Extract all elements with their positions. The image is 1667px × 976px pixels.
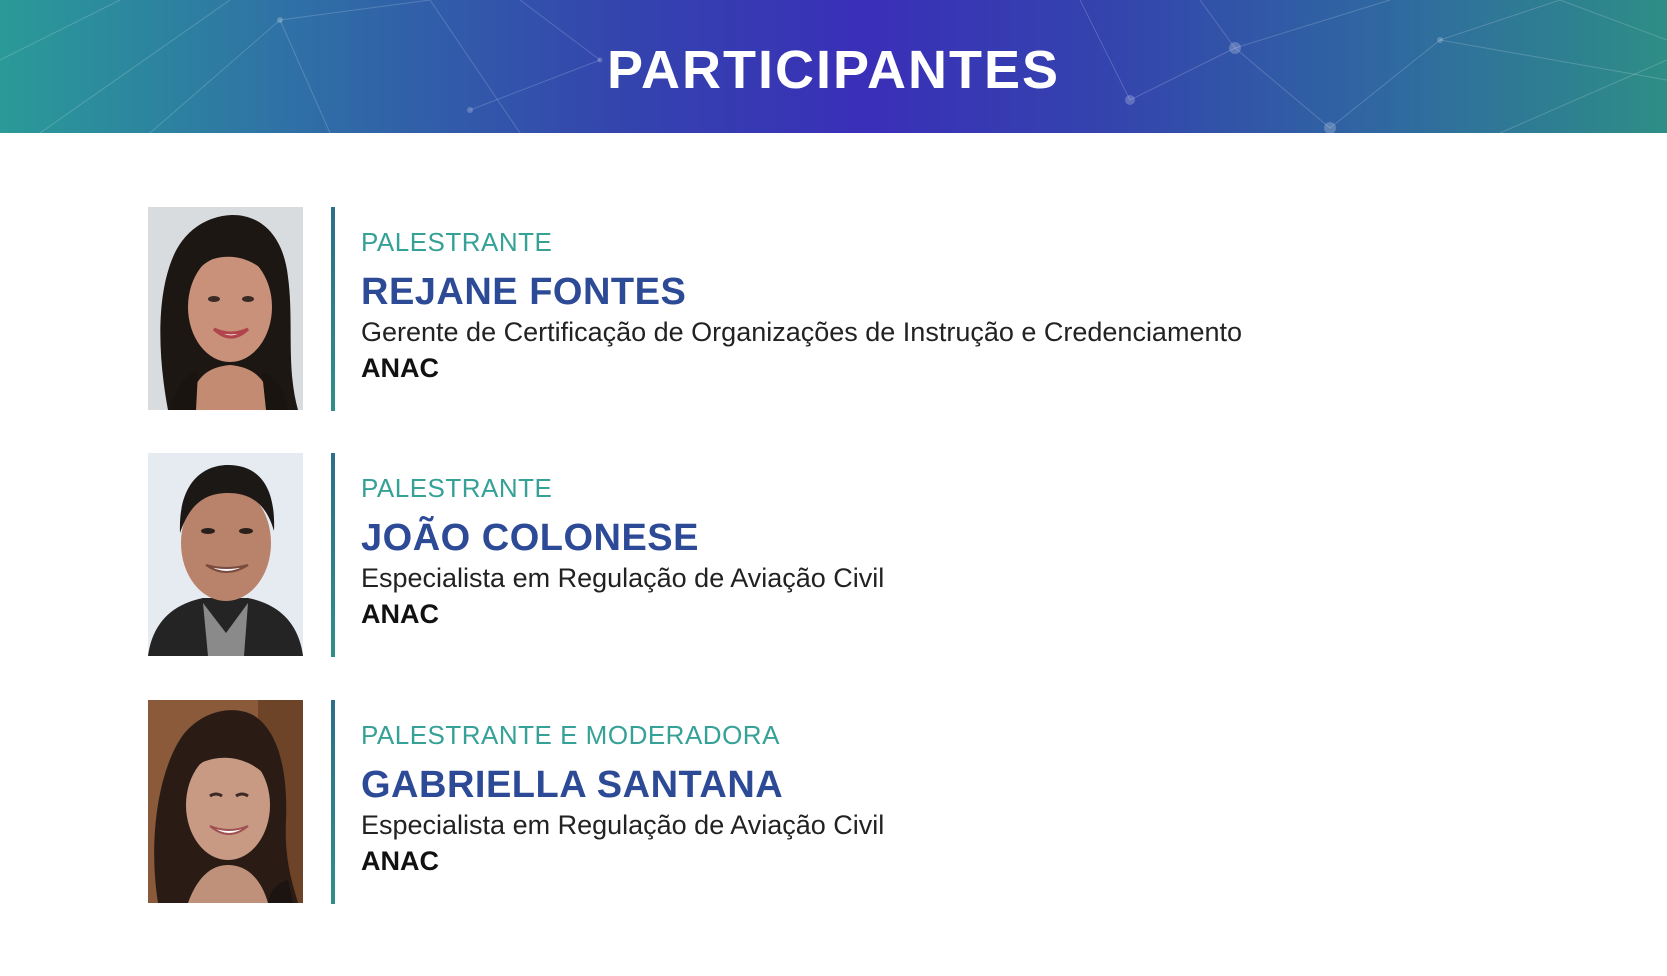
vertical-divider	[331, 700, 335, 904]
participant-position: Especialista em Regulação de Aviação Civil	[361, 810, 885, 840]
vertical-divider	[331, 453, 335, 657]
participant-position: Gerente de Certificação de Organizações de Instrução e Credenciamento	[361, 317, 1242, 347]
page-title: PARTICIPANTES	[606, 40, 1061, 100]
participant-organization: ANAC	[361, 353, 439, 383]
portrait-man-icon	[148, 453, 303, 656]
participant-card	[148, 207, 1548, 411]
portrait-woman-icon	[148, 700, 303, 903]
participant-position: Especialista em Regulação de Aviação Civil	[361, 563, 885, 593]
participant-role: PALESTRANTE E MODERADORA	[361, 720, 780, 750]
participant-name: GABRIELLA SANTANA	[361, 764, 784, 806]
header-banner	[0, 0, 1667, 133]
participant-photo	[148, 207, 303, 410]
participant-organization: ANAC	[361, 846, 439, 876]
participant-role: PALESTRANTE	[361, 473, 553, 503]
participant-card	[148, 453, 1548, 657]
participant-photo	[148, 453, 303, 656]
portrait-woman-icon	[148, 207, 303, 410]
participant-card	[148, 700, 1548, 904]
participant-name: JOÃO COLONESE	[361, 517, 699, 559]
participant-photo	[148, 700, 303, 903]
participant-role: PALESTRANTE	[361, 227, 553, 257]
participant-organization: ANAC	[361, 599, 439, 629]
vertical-divider	[331, 207, 335, 411]
participant-name: REJANE FONTES	[361, 271, 687, 313]
